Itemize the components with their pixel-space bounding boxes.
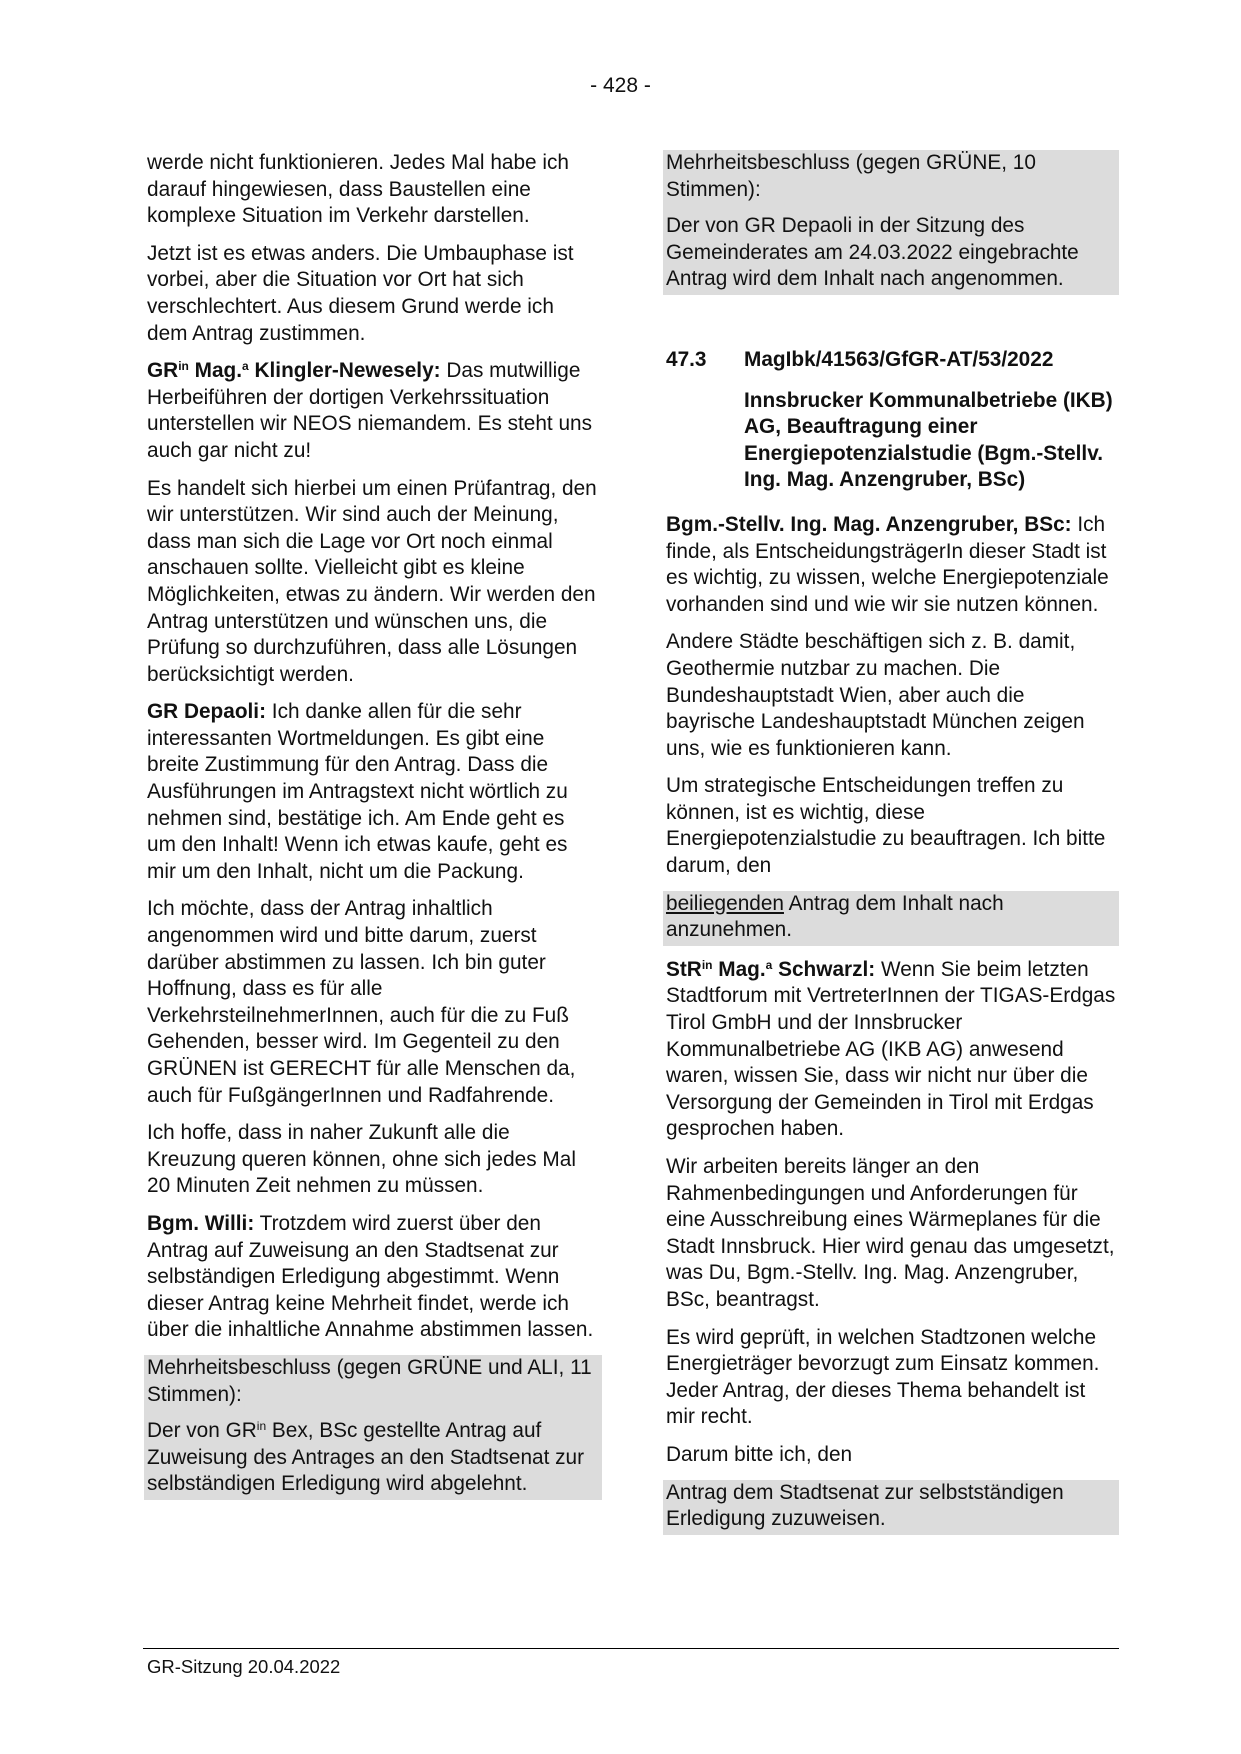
speech-willi bbox=[147, 1211, 599, 1344]
paragraph: Es wird geprüft, in welchen Stadtzonen welche Energieträger bevorzugt zum Einsatz kommen. Jeder Antrag, der dieses Thema behandelt ist mir recht. bbox=[666, 1325, 1100, 1429]
right-column bbox=[666, 150, 1116, 1535]
paragraph: Ich möchte, dass der Antrag inhaltlich angenommen wird und bitte darum, zuerst darüber abstimmen zu lassen. Ich bin guter Hoffnung, dass es für alle VerkehrsteilnehmerInnen, auch für die zu Fuß Gehenden, besser wird. Im Gegenteil zu den GRÜNEN ist GERECHT für alle Menschen da, auch für FußgängerInnen und Radfahrende. bbox=[147, 897, 576, 1107]
paragraph: werde nicht funktionieren. Jedes Mal habe ich darauf hingewiesen, dass Baustellen eine komplexe Situation im Verkehr darstellen. bbox=[147, 151, 569, 228]
speech-text: Das mutwillige Herbeiführen der dortigen Verkehrssituation unterstellen wir NEOS niemandem. Es steht uns auch gar nicht zu! bbox=[147, 359, 593, 462]
resolution-block bbox=[144, 1355, 602, 1500]
motion-block bbox=[663, 1480, 1119, 1535]
speech-anzengruber bbox=[666, 512, 1116, 618]
paragraph: Jetzt ist es etwas anders. Die Umbauphase ist vorbei, aber die Situation vor Ort hat sich verschlechtert. Aus diesem Grund werde ich dem Antrag zustimmen. bbox=[147, 241, 574, 345]
paragraph: Ich hoffe, dass in naher Zukunft alle die Kreuzung queren können, ohne sich jedes Mal 20 Minuten Zeit nehmen zu müssen. bbox=[147, 1121, 576, 1198]
speaker-name: Bgm. Willi: bbox=[147, 1211, 255, 1235]
speech-text: Wenn Sie beim letzten Stadtforum mit VertreterInnen der TIGAS-Erdgas Tirol GmbH und der Innsbrucker Kommunalbetriebe AG (IKB AG) anwesend waren, wissen Sie, dass wir nicht nur über die Versorgung der Gemeinden in Tirol mit Erdgas gesprochen haben. bbox=[666, 957, 1116, 1141]
footer-session-date: GR-Sitzung 20.04.2022 bbox=[147, 1656, 341, 1677]
underlined-word: beiliegenden bbox=[666, 891, 784, 915]
footer-divider bbox=[143, 1648, 1119, 1649]
agenda-item-title: Innsbrucker Kommunalbetriebe (IKB) AG, Beauftragung einer Energiepotenzialstudie (Bgm.-Stellv. Ing. Mag. Anzengruber, BSc) bbox=[744, 388, 1113, 492]
motion-text: Antrag dem Stadtsenat zur selbstständigen Erledigung zuzuweisen. bbox=[666, 1480, 1064, 1531]
paragraph: Wir arbeiten bereits länger an den Rahmenbedingungen und Anforderungen für eine Ausschreibung eines Wärmeplanes für die Stadt Innsbruck. Hier wird genau das umgesetzt, was Du, Bgm.-Stellv. Ing. Mag. Anzengruber, BSc, beantragst. bbox=[666, 1155, 1115, 1311]
agenda-item-number: 47.3 bbox=[666, 347, 707, 371]
speech-schwarzl bbox=[666, 957, 1116, 1143]
speech-text: Trotzdem wird zuerst über den Antrag auf Zuweisung an den Stadtsenat zur selbständigen Erledigung abgestimmt. Wenn dieser Antrag keine Mehrheit findet, werde ich über die inhaltliche Annahme abstimmen lassen. bbox=[147, 1211, 594, 1342]
speech-klingler-newesely bbox=[147, 358, 599, 464]
paragraph: Es handelt sich hierbei um einen Prüfantrag, den wir unterstützen. Wir sind auch der Meinung, dass man sich die Lage vor Ort noch einmal anschauen sollte. Vielleicht gibt es kleine Möglichkeiten, etwas zu ändern. Wir werden den Antrag unterstützen und wünschen uns, die Prüfung so durchzuführen, dass alle Lösungen berücksichtigt werden. bbox=[147, 476, 597, 686]
speech-depaoli bbox=[147, 699, 599, 885]
vote-result: Mehrheitsbeschluss (gegen GRÜNE und ALI, 11 Stimmen): bbox=[147, 1355, 592, 1406]
agenda-item-code: MagIbk/41563/GfGR-AT/53/2022 bbox=[744, 347, 1054, 371]
motion-text: beiliegenden Antrag dem Inhalt nach anzunehmen. bbox=[666, 891, 1004, 942]
speaker-name: Bgm.-Stellv. Ing. Mag. Anzengruber, BSc: bbox=[666, 512, 1072, 536]
page-number: - 428 - bbox=[590, 74, 651, 97]
paragraph: Darum bitte ich, den bbox=[666, 1442, 853, 1466]
speaker-name: $GR^{in}$ Mag.$^a$ Klingler-Newesely: bbox=[147, 359, 441, 383]
speaker-name: GR Depaoli: bbox=[147, 700, 267, 724]
left-column bbox=[147, 150, 599, 1500]
speaker-name: StR$^{in}$ Mag.$^a$ Schwarzl: bbox=[666, 957, 876, 981]
motion-block bbox=[663, 891, 1119, 946]
vote-result: Mehrheitsbeschluss (gegen GRÜNE, 10 Stimmen): bbox=[666, 151, 1036, 201]
resolution-text: Der von $GR^{in}$ Bex, BSc gestellte Antrag auf Zuweisung des Antrages an den Stadtsenat zur selbständigen Erledigung wird abgelehnt. bbox=[147, 1419, 585, 1496]
resolution-text: Der von GR Depaoli in der Sitzung des Gemeinderates am 24.03.2022 eingebrachte Antrag wird dem Inhalt nach angenommen. bbox=[666, 214, 1079, 291]
speech-text: Ich danke allen für die sehr interessanten Wortmeldungen. Es gibt eine breite Zustimmung für den Antrag. Dass die Ausführungen im Antragstext nicht wörtlich zu nehmen sind, bestätige ich. Am Ende geht es um den Inhalt! Wenn ich etwas kaufe, geht es mir um den Inhalt, nicht um die Packung. bbox=[147, 700, 568, 883]
speech-text: Ich finde, als EntscheidungsträgerIn dieser Stadt ist es wichtig, zu wissen, welche Energiepotenziale vorhanden sind und wie wir sie nutzen können. bbox=[666, 512, 1109, 616]
paragraph: Um strategische Entscheidungen treffen zu können, ist es wichtig, diese Energiepotenzialstudie zu beauftragen. Ich bitte darum, den bbox=[666, 774, 1106, 878]
agenda-item-header bbox=[666, 347, 1116, 374]
paragraph: Andere Städte beschäftigen sich z. B. damit, Geothermie nutzbar zu machen. Die Bundeshauptstadt Wien, aber auch die bayrische Landeshauptstadt München zeigen uns, wie es funktionieren kann. bbox=[666, 630, 1085, 760]
resolution-block bbox=[663, 150, 1119, 295]
